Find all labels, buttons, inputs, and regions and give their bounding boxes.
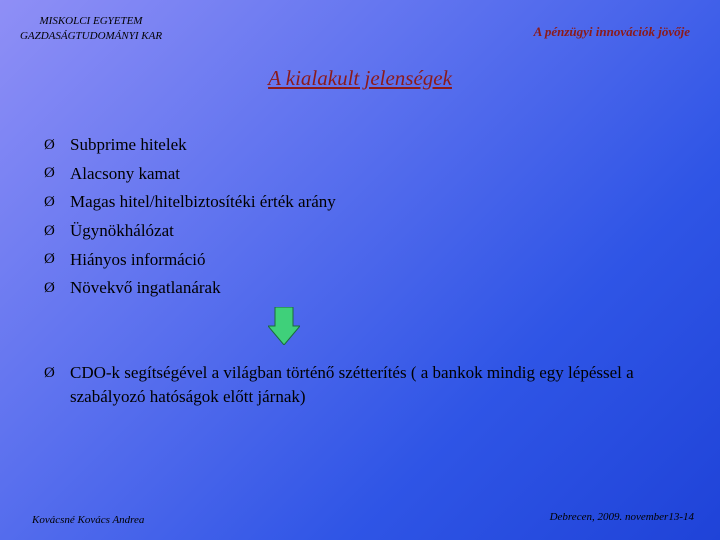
presentation-topic: A pénzügyi innovációk jövője [533, 24, 690, 39]
bullet-item [44, 245, 336, 274]
arrow-bullet-icon: Ø [44, 279, 55, 296]
faculty-name: GAZDASÁGTUDOMÁNYI KAR [19, 30, 163, 42]
arrow-bullet-icon: Ø [44, 365, 55, 381]
bullet-text: Ügynökhálózat [70, 221, 174, 241]
bullet-item [44, 160, 336, 189]
bullet-text: Magas hitel/hitelbiztosítéki érték arány [70, 192, 336, 212]
slide-title: A kialakult jelenségek [268, 66, 452, 90]
conclusion-text: CDO-k segítségével a világban történő szétterítés ( a bankok mindig egy lépéssel a szabályozó hatóságok előtt járnak) [70, 363, 634, 406]
event-info: Debrecen, 2009. november13-14 [549, 511, 694, 523]
arrow-bullet-icon: Ø [44, 165, 55, 182]
bullet-text: Subprime hitelek [70, 135, 187, 155]
bullet-item [44, 131, 336, 160]
bullet-text: Alacsony kamat [70, 163, 180, 183]
bullet-text: Növekvő ingatlanárak [70, 278, 221, 298]
bullet-item [44, 217, 336, 246]
bullet-item [44, 274, 336, 303]
bullet-item [44, 188, 336, 217]
institution-name: MISKOLCI EGYETEM [39, 15, 143, 27]
arrow-bullet-icon: Ø [44, 251, 55, 268]
bullet-text: Hiányos információ [70, 249, 206, 269]
arrow-bullet-icon: Ø [44, 136, 55, 153]
down-arrow-icon [268, 307, 300, 345]
institution-header [6, 14, 176, 44]
arrow-bullet-icon: Ø [44, 222, 55, 239]
conclusion-item [44, 361, 684, 409]
author-name: Kovácsné Kovács Andrea [32, 514, 145, 526]
bullet-list [44, 131, 336, 303]
arrow-bullet-icon: Ø [44, 193, 55, 210]
